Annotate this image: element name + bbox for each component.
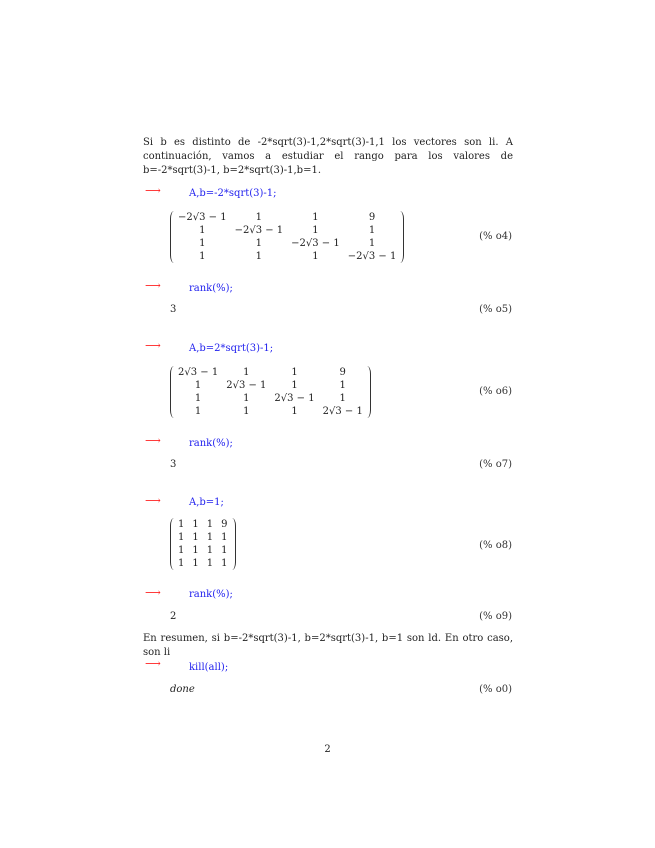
matrix-cell: 1 (206, 558, 214, 569)
matrix-output (170, 366, 371, 418)
matrix-cell: 1 (206, 519, 214, 530)
matrix-cell: 1 (178, 558, 185, 569)
matrix-cell: 1 (255, 251, 263, 262)
matrix-cell: 1 (178, 545, 185, 556)
matrix-cell: 1 (192, 545, 199, 556)
output-value: 3 (170, 459, 177, 470)
matrix-output (170, 518, 236, 570)
output-label: (% o7) (479, 459, 512, 470)
command-text: rank(%); (189, 438, 233, 449)
matrix-cell: 1 (255, 238, 263, 249)
page-number: 2 (324, 744, 331, 755)
matrix-cell: 1 (199, 225, 206, 236)
matrix-cell: −2√3 − 1 (347, 251, 397, 262)
matrix-cell: 1 (243, 367, 250, 378)
matrix-cell: 1 (312, 251, 319, 262)
input-arrow: ⟶ (145, 339, 161, 352)
matrix-cell: 1 (221, 532, 228, 543)
output-value: 3 (170, 304, 177, 315)
matrix-cell: −2√3 − 1 (178, 212, 227, 223)
matrix-cell: 2√3 − 1 (274, 393, 315, 404)
output-value: done (170, 684, 195, 695)
matrix-cell: 1 (368, 225, 376, 236)
input-arrow: ⟶ (145, 586, 161, 599)
output-label: (% o6) (479, 386, 512, 397)
matrix-output (170, 211, 404, 263)
matrix-cell: 1 (221, 558, 228, 569)
output-value: 2 (170, 611, 177, 622)
command-text: A,b=-2*sqrt(3)-1; (189, 188, 277, 199)
matrix-cell: 1 (368, 238, 376, 249)
matrix-cell: 1 (312, 212, 319, 223)
output-label: (% o5) (479, 304, 512, 315)
matrix-cell: 9 (368, 212, 376, 223)
matrix-cell: 1 (206, 532, 214, 543)
input-arrow: ⟶ (145, 184, 161, 197)
matrix-cell: 9 (339, 367, 346, 378)
matrix-cell: 1 (339, 393, 346, 404)
command-text: rank(%); (189, 283, 233, 294)
matrix-cell: −2√3 − 1 (291, 238, 340, 249)
matrix-cell: 1 (192, 532, 199, 543)
matrix-cell: 1 (199, 251, 206, 262)
matrix-cell: 2√3 − 1 (178, 367, 219, 378)
matrix-cell: 1 (291, 406, 298, 417)
matrix-cell: 1 (178, 532, 185, 543)
matrix-cell: 2√3 − 1 (226, 380, 267, 391)
matrix-cell: 1 (178, 519, 185, 530)
input-arrow: ⟶ (145, 279, 161, 292)
matrix-cell: 1 (192, 519, 199, 530)
output-label: (% o9) (479, 611, 512, 622)
command-text: rank(%); (189, 589, 233, 600)
command-text: A,b=2*sqrt(3)-1; (189, 343, 274, 354)
matrix-cell: 2√3 − 1 (322, 406, 363, 417)
matrix-cell: 1 (243, 406, 250, 417)
command-text: A,b=1; (189, 497, 224, 508)
matrix-cell: 1 (291, 367, 298, 378)
summary-paragraph: En resumen, si b=-2*sqrt(3)-1, b=2*sqrt(3)-1, b=1 son ld. En otro caso, son li (143, 633, 513, 658)
input-arrow: ⟶ (145, 434, 161, 447)
input-arrow: ⟶ (145, 494, 161, 507)
matrix-cell: 1 (194, 406, 202, 417)
matrix-cell: 1 (221, 545, 228, 556)
matrix-cell: 1 (243, 393, 250, 404)
matrix-cell: 1 (291, 380, 298, 391)
command-text: kill(all); (189, 662, 229, 673)
matrix-cell: 1 (312, 225, 319, 236)
intro-paragraph: Si b es distinto de -2*sqrt(3)-1,2*sqrt(3)-1,1 los vectores son li. A continuación, vamos a estudiar el rango para los valores de b=-2*sqrt(3)-1, b=2*sqrt(3)-1,b=1. (143, 137, 513, 176)
matrix-cell: 9 (221, 519, 228, 530)
input-arrow: ⟶ (145, 657, 161, 670)
matrix-cell: 1 (192, 558, 199, 569)
output-label: (% o8) (479, 540, 512, 551)
matrix-cell: 1 (206, 545, 214, 556)
output-label: (% o0) (479, 684, 512, 695)
matrix-cell: 1 (194, 393, 202, 404)
matrix-cell: 1 (339, 380, 346, 391)
matrix-cell: 1 (199, 238, 206, 249)
output-label: (% o4) (479, 231, 512, 242)
matrix-cell: 1 (255, 212, 263, 223)
matrix-cell: −2√3 − 1 (234, 225, 284, 236)
matrix-cell: 1 (194, 380, 202, 391)
